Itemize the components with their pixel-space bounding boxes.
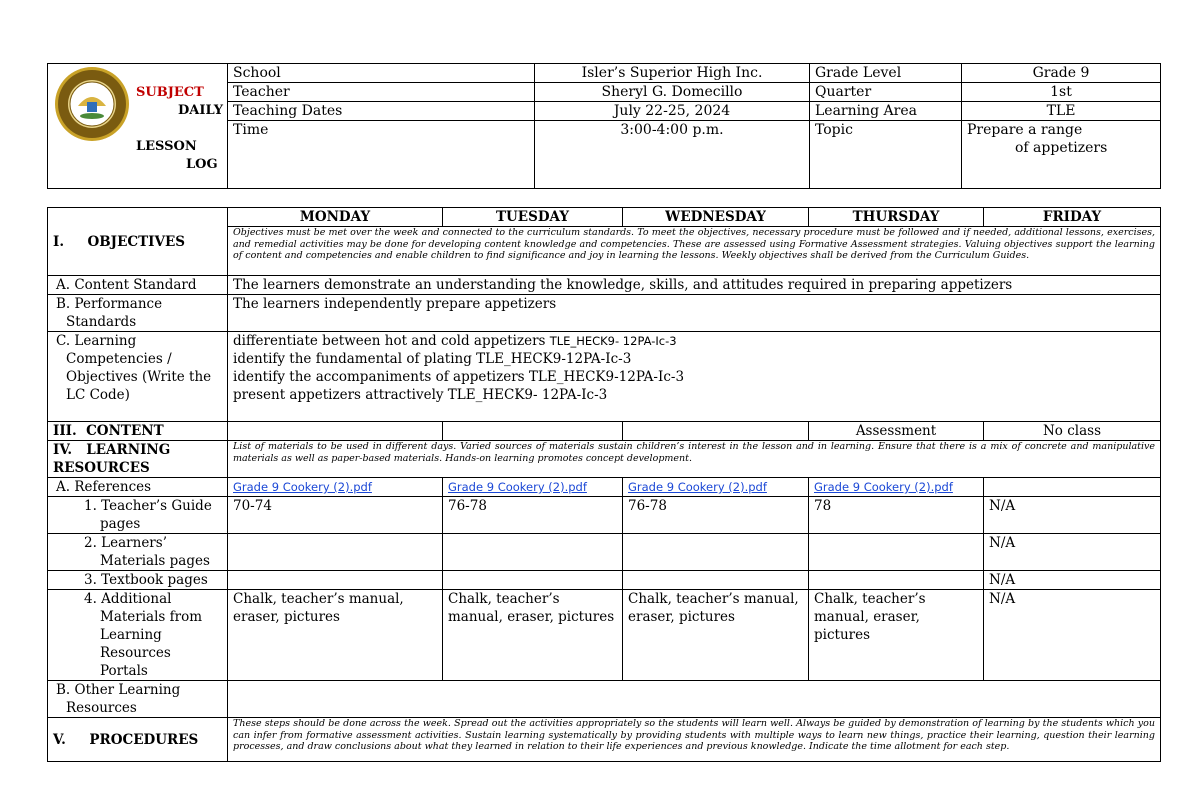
content-friday: No class <box>984 422 1161 441</box>
topic-line-1: Prepare a range <box>967 122 1083 139</box>
learning-competencies-label: C. Learning Competencies / Objectives (Write the LC Code) <box>48 332 228 422</box>
log-label: LOG <box>186 157 218 172</box>
teachers-guide-friday: N/A <box>984 497 1161 534</box>
textbook-tuesday <box>443 571 623 590</box>
competency-1 <box>233 332 1155 350</box>
learning-resources-note: List of materials to be used in different days. Varied sources of materials sustain children’s interest in the lesson and in learning. Ensure that there is a mix of concrete and manipulative materials as well as paper-based materials. Hands-on learning promotes concept development. <box>228 441 1161 478</box>
content-wednesday <box>623 422 809 441</box>
teacher-label: Teacher <box>228 83 535 102</box>
learning-resources-label: LEARNING RESOURCES <box>53 442 171 476</box>
teaching-dates-value: July 22-25, 2024 <box>535 102 810 121</box>
performance-standards-text: The learners independently prepare appetizers <box>228 295 1161 332</box>
reference-link-thursday[interactable]: Grade 9 Cookery (2).pdf <box>814 480 953 494</box>
day-monday: MONDAY <box>228 208 443 227</box>
daily-label: DAILY <box>178 103 224 118</box>
additional-materials-label: 4. Additional Materials from Learning Resources Portals <box>48 590 228 681</box>
performance-standards-label: B. Performance Standards <box>48 295 228 332</box>
teachers-guide-tuesday: 76-78 <box>443 497 623 534</box>
day-thursday: THURSDAY <box>809 208 984 227</box>
teachers-guide-label: 1. Teacher’s Guide pages <box>48 497 228 534</box>
day-friday: FRIDAY <box>984 208 1161 227</box>
topic-line-2: of appetizers <box>1015 140 1108 157</box>
subject-title <box>136 84 223 174</box>
procedures-heading <box>48 718 228 762</box>
content-monday <box>228 422 443 441</box>
lesson-label: LESSON <box>136 139 197 154</box>
reference-link-tuesday[interactable]: Grade 9 Cookery (2).pdf <box>448 480 587 494</box>
topic-value <box>962 121 1161 189</box>
school-value: Isler’s Superior High Inc. <box>535 64 810 83</box>
grade-level-label: Grade Level <box>810 64 962 83</box>
additional-materials-friday: N/A <box>984 590 1161 681</box>
other-learning-resources-value <box>228 681 1161 718</box>
additional-materials-monday: Chalk, teacher’s manual, eraser, pictures <box>228 590 443 681</box>
content-number: III. <box>53 423 77 439</box>
procedures-note: These steps should be done across the week. Spread out the activities appropriately so the students will learn well. Always be guided by demonstration of learning by the students which you can infer from formative assessment activities. Sustain learning systematically by providing students with multiple ways to learn new things, practice their learning, question their learning processes, and draw conclusions about what they learned in relation to their life experiences and previous knowledge. Indicate the time allotment for each step. <box>228 718 1161 762</box>
learning-area-label: Learning Area <box>810 102 962 121</box>
competency-1-text: differentiate between hot and cold appetizers <box>233 333 550 349</box>
content-thursday: Assessment <box>809 422 984 441</box>
teachers-guide-monday: 70-74 <box>228 497 443 534</box>
textbook-wednesday <box>623 571 809 590</box>
subject-cell <box>48 64 228 189</box>
content-tuesday <box>443 422 623 441</box>
objectives-note: Objectives must be met over the week and connected to the curriculum standards. To meet the objectives, necessary procedure must be followed and if needed, additional lessons, exercises, and remedial activities may be done for developing content knowledge and competencies. These are assessed using Formative Assessment strategies. Valuing objectives support the learning of content and competencies and enable children to find significance and joy in learning the lessons. Weekly objectives shall be derived from the Curriculum Guides. <box>228 227 1161 276</box>
textbook-friday: N/A <box>984 571 1161 590</box>
reference-monday <box>228 478 443 497</box>
header-table <box>47 63 1161 189</box>
textbook-thursday <box>809 571 984 590</box>
objectives-label: OBJECTIVES <box>87 233 185 250</box>
reference-link-wednesday[interactable]: Grade 9 Cookery (2).pdf <box>628 480 767 494</box>
procedures-label: PROCEDURES <box>89 731 199 748</box>
content-standard-label: A. Content Standard <box>48 276 228 295</box>
day-wednesday: WEDNESDAY <box>623 208 809 227</box>
day-tuesday: TUESDAY <box>443 208 623 227</box>
learning-resources-heading <box>48 441 228 478</box>
other-learning-resources-label: B. Other Learning Resources <box>48 681 228 718</box>
textbook-monday <box>228 571 443 590</box>
competency-2: identify the fundamental of plating TLE_HECK9-12PA-Ic-3 <box>233 351 632 367</box>
learners-materials-thursday <box>809 534 984 571</box>
grade-level-value: Grade 9 <box>962 64 1161 83</box>
learners-materials-friday: N/A <box>984 534 1161 571</box>
competency-4: present appetizers attractively TLE_HECK9- 12PA-Ic-3 <box>233 387 608 403</box>
learning-resources-number: IV. <box>53 442 73 458</box>
reference-link-monday[interactable]: Grade 9 Cookery (2).pdf <box>233 480 372 494</box>
school-label: School <box>228 64 535 83</box>
additional-materials-tuesday: Chalk, teacher’s manual, eraser, pictures <box>443 590 623 681</box>
objectives-heading <box>48 208 228 276</box>
teachers-guide-wednesday: 76-78 <box>623 497 809 534</box>
reference-thursday <box>809 478 984 497</box>
content-standard-text: The learners demonstrate an understanding the knowledge, skills, and attitudes required in preparing appetizers <box>228 276 1161 295</box>
reference-friday <box>984 478 1161 497</box>
additional-materials-thursday: Chalk, teacher’s manual, eraser, pictures <box>809 590 984 681</box>
procedures-number: V. <box>53 731 66 748</box>
time-value: 3:00-4:00 p.m. <box>535 121 810 189</box>
content-label: CONTENT <box>86 423 164 439</box>
subject-label: SUBJECT <box>136 85 204 100</box>
reference-tuesday <box>443 478 623 497</box>
references-label: A. References <box>48 478 228 497</box>
quarter-value: 1st <box>962 83 1161 102</box>
learners-materials-wednesday <box>623 534 809 571</box>
time-label: Time <box>228 121 535 189</box>
content-heading <box>48 422 228 441</box>
learners-materials-monday <box>228 534 443 571</box>
learners-materials-tuesday <box>443 534 623 571</box>
textbook-pages-label: 3. Textbook pages <box>48 571 228 590</box>
topic-label: Topic <box>810 121 962 189</box>
objectives-number: I. <box>53 233 65 250</box>
quarter-label: Quarter <box>810 83 962 102</box>
learning-area-value: TLE <box>962 102 1161 121</box>
learning-competencies-text <box>228 332 1161 422</box>
additional-materials-wednesday: Chalk, teacher’s manual, eraser, pictures <box>623 590 809 681</box>
school-seal-logo <box>54 66 130 142</box>
teachers-guide-thursday: 78 <box>809 497 984 534</box>
teaching-dates-label: Teaching Dates <box>228 102 535 121</box>
learners-materials-label: 2. Learners’ Materials pages <box>48 534 228 571</box>
lesson-log-table <box>47 207 1161 762</box>
reference-wednesday <box>623 478 809 497</box>
competency-3: identify the accompaniments of appetizers TLE_HECK9-12PA-Ic-3 <box>233 369 685 385</box>
competency-1-code: TLE_HECK9- 12PA-Ic-3 <box>549 334 677 348</box>
teacher-value: Sheryl G. Domecillo <box>535 83 810 102</box>
